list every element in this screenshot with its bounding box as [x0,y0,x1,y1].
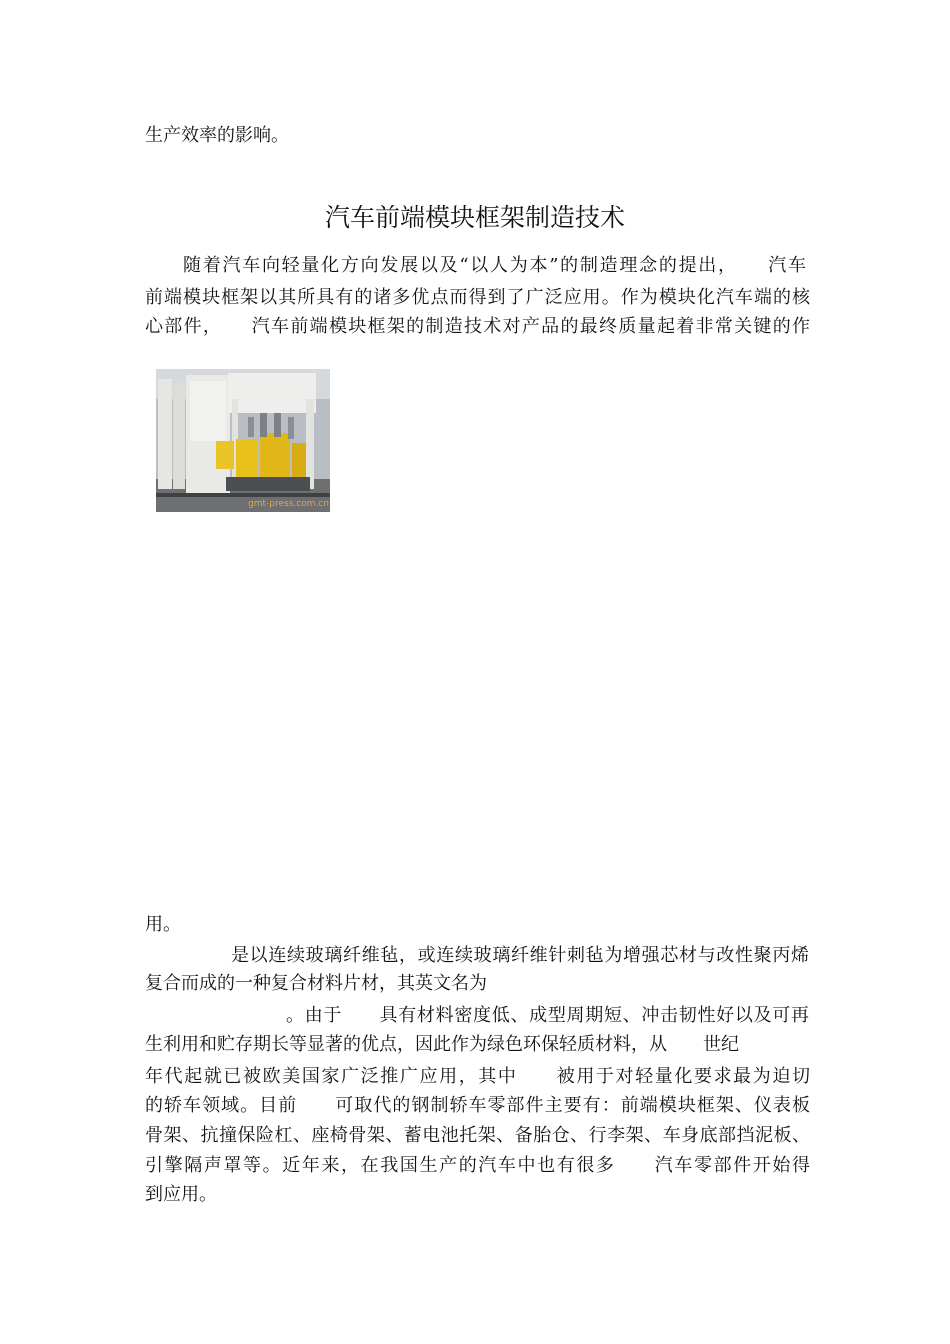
paragraph-2-line-9: 到应用。 [145,1184,217,1205]
paragraph-2-line-2: 复合而成的一种复合材料片材，其英文名为 [145,973,487,994]
top-fragment-text: 生产效率的影响。 [145,125,289,146]
paragraph-2-line-5: 年代起就已被欧美国家广泛推广应用，其中 被用于对轻量化要求最为迫切 [145,1066,810,1087]
paragraph-2-line-6: 的轿车领域。目前 可取代的钢制轿车零部件主要有：前端模块框架、仪表板 [145,1095,810,1116]
paragraph-2-line-4: 生利用和贮存期长等显著的优点，因此作为绿色环保轻质材料，从 世纪 [145,1034,739,1055]
hydraulic-press-photo [156,369,330,512]
photo-watermark: gmt-press.com.cn [248,499,329,509]
paragraph-2-line-8: 引擎隔声罩等。近年来，在我国生产的汽车中也有很多 汽车零部件开始得 [145,1155,810,1176]
paragraph-2-line-1: 是以连续玻璃纤维毡，或连续玻璃纤维针刺毡为增强芯材与改性聚丙烯 [231,945,809,966]
paragraph-2-line-7: 骨架、抗撞保险杠、座椅骨架、蓄电池托架、备胎仓、行李架、车身底部挡泥板、 [145,1125,810,1146]
paragraph-1-line-2: 前端模块框架以其所具有的诸多优点而得到了广泛应用。作为模块化汽车端的核 [145,287,810,308]
paragraph-1-line-1: 随着汽车向轻量化方向发展以及“以人为本”的制造理念的提出， 汽车 [183,255,806,276]
hydraulic-press-machine-icon [156,369,330,512]
paragraph-1-line-4: 用。 [145,914,181,935]
paragraph-2-line-3: 。由于 具有材料密度低、成型周期短、冲击韧性好以及可再 [286,1005,809,1026]
section-title: 汽车前端模块框架制造技术 [324,203,625,232]
paragraph-1-line-3: 心部件， 汽车前端模块框架的制造技术对产品的最终质量起着非常关键的作 [145,316,810,337]
